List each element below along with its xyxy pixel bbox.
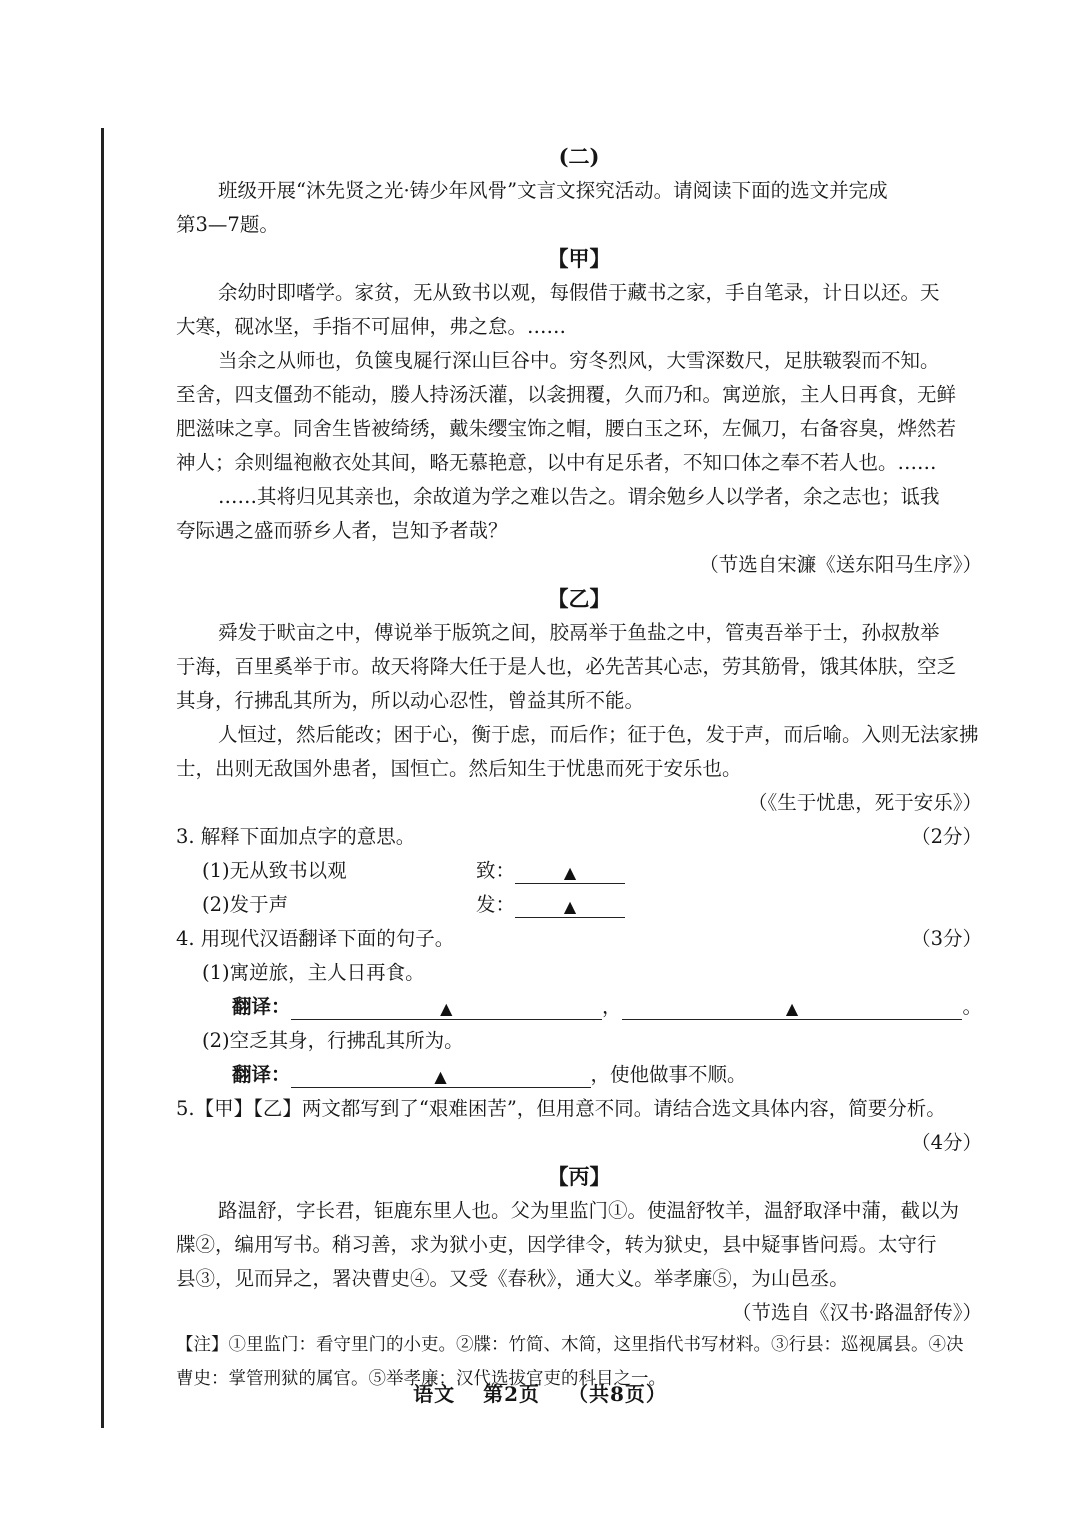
answer-blank[interactable] bbox=[291, 995, 603, 1020]
answer-blank[interactable] bbox=[515, 893, 625, 918]
question-5: 5.【甲】【乙】两文都写到了“艰难困苦”，但用意不同。请结合选文具体内容，简要分析。 bbox=[176, 1097, 946, 1120]
passage-line: 牒②，编用写书。稍习善，求为狱小吏，因学律令，转为狱史，县中疑事皆问焉。太守行 bbox=[176, 1233, 937, 1256]
answer-blank[interactable] bbox=[622, 995, 963, 1020]
q3-item-key: 致： bbox=[476, 859, 516, 882]
passage-line: 人恒过，然后能改；困于心，衡于虑，而后作；征于色，发于声，而后喻。入则无法家拂 bbox=[218, 723, 979, 746]
passage-line: 舜发于畎亩之中，傅说举于版筑之间，胶鬲举于鱼盐之中，管夷吾举于士，孙叔敖举 bbox=[218, 621, 940, 644]
q3-item-text: (1)无从致书以观 bbox=[202, 859, 347, 882]
page-footer bbox=[0, 1378, 1080, 1407]
passage-source: （节选自《汉书·路温舒传》） bbox=[732, 1301, 982, 1324]
left-margin-rule bbox=[101, 128, 104, 1428]
triangle-marker-icon: ▲ bbox=[434, 1067, 447, 1086]
question-score: （4分） bbox=[911, 1131, 982, 1154]
intro-line: 第3—7题。 bbox=[176, 213, 279, 236]
period-text: 。 bbox=[962, 995, 982, 1018]
q3-item-text: (2)发于声 bbox=[202, 893, 289, 916]
passage-heading-yi: 【乙】 bbox=[547, 586, 611, 611]
passage-heading-jia: 【甲】 bbox=[547, 246, 611, 271]
footer-subject: 语文 bbox=[413, 1382, 456, 1406]
passage-line: 肥滋味之享。同舍生皆被绮绣，戴朱缨宝饰之帽，腰白玉之环，左佩刀，右备容臭，烨然若 bbox=[176, 417, 957, 440]
intro-line: 班级开展“沐先贤之光·铸少年风骨”文言文探究活动。请阅读下面的选文并完成 bbox=[218, 179, 888, 202]
translate-label: 翻译： bbox=[232, 1063, 291, 1086]
passage-heading-bing: 【丙】 bbox=[547, 1164, 611, 1189]
passage-line: 至舍，四支僵劲不能动，媵人持汤沃灌，以衾拥覆，久而乃和。寓逆旅，主人日再食，无鲜 bbox=[176, 383, 957, 406]
q3-item-1 bbox=[176, 854, 982, 888]
note-line: 曹史：掌管刑狱的属官。⑤举孝廉：汉代选拔官吏的科目之一。 bbox=[176, 1369, 666, 1389]
footer-total: （共8页） bbox=[567, 1382, 667, 1406]
answer-blank[interactable] bbox=[515, 859, 625, 884]
question-score: （2分） bbox=[911, 825, 982, 848]
passage-line: 大寒，砚冰坚，手指不可屈伸，弗之怠。…… bbox=[176, 315, 567, 338]
footer-page: 第2页 bbox=[483, 1382, 540, 1406]
question-score: （3分） bbox=[911, 927, 982, 950]
question-stem: 3. 解释下面加点字的意思。 bbox=[176, 825, 416, 848]
passage-line: 其身，行拂乱其所为，所以动心忍性，曾益其所不能。 bbox=[176, 689, 645, 712]
triangle-marker-icon: ▲ bbox=[440, 999, 453, 1018]
passage-line: 士，出则无敌国外患者，国恒亡。然后知生于忧患而死于安乐也。 bbox=[176, 757, 742, 780]
answer-blank[interactable] bbox=[291, 1063, 591, 1088]
section-title: (二) bbox=[558, 144, 600, 169]
note-line: 【注】①里监门：看守里门的小吏。②牒：竹简、木简，这里指代书写材料。③行县：巡视属县。④决 bbox=[176, 1335, 964, 1355]
question-stem: 4. 用现代汉语翻译下面的句子。 bbox=[176, 927, 455, 950]
passage-line: 于海，百里奚举于市。故天将降大任于是人也，必先苦其心志，劳其筋骨，饿其体肤，空乏 bbox=[176, 655, 957, 678]
passage-line: 当余之从师也，负箧曳屣行深山巨谷中。穷冬烈风，大雪深数尺，足肤皲裂而不知。 bbox=[218, 349, 940, 372]
triangle-marker-icon: ▲ bbox=[563, 897, 577, 916]
passage-source: （节选自宋濂《送东阳马生序》） bbox=[699, 553, 982, 576]
passage-line: 余幼时即嗜学。家贫，无从致书以观，每假借于藏书之家，手自笔录，计日以还。天 bbox=[218, 281, 940, 304]
question-3 bbox=[176, 820, 982, 854]
passage-line: 神人；余则缊袍敝衣处其间，略无慕艳意，以中有足乐者，不知口体之奉不若人也。…… bbox=[176, 451, 937, 474]
passage-line: 夸际遇之盛而骄乡人者，岂知予者哉？ bbox=[176, 519, 508, 542]
q4-translate-1 bbox=[176, 990, 982, 1024]
passage-line: ……其将归见其亲也，余故道为学之难以告之。谓余勉乡人以学者，余之志也；诋我 bbox=[218, 485, 940, 508]
q3-item-key: 发： bbox=[476, 893, 516, 916]
q4-item-2: (2)空乏其身，行拂乱其所为。 bbox=[202, 1029, 464, 1052]
translate-label: 翻译： bbox=[232, 995, 291, 1018]
q4-translate-2 bbox=[176, 1058, 982, 1092]
passage-line: 路温舒，字长君，钜鹿东里人也。父为里监门①。使温舒牧羊，温舒取泽中蒲，截以为 bbox=[218, 1199, 960, 1222]
tail-text: ，使他做事不顺。 bbox=[590, 1063, 747, 1086]
q3-item-2 bbox=[176, 888, 982, 922]
triangle-marker-icon: ▲ bbox=[785, 999, 799, 1018]
triangle-marker-icon: ▲ bbox=[563, 863, 577, 882]
passage-line: 县③，见而异之，署决曹史④。又受《春秋》，通大义。举孝廉⑤，为山邑丞。 bbox=[176, 1267, 849, 1290]
q4-item-1: (1)寓逆旅，主人日再食。 bbox=[202, 961, 425, 984]
exam-page bbox=[176, 140, 982, 1398]
passage-source: （《生于忧患，死于安乐》） bbox=[747, 791, 982, 814]
comma-text: ， bbox=[602, 995, 622, 1018]
question-4 bbox=[176, 922, 982, 956]
